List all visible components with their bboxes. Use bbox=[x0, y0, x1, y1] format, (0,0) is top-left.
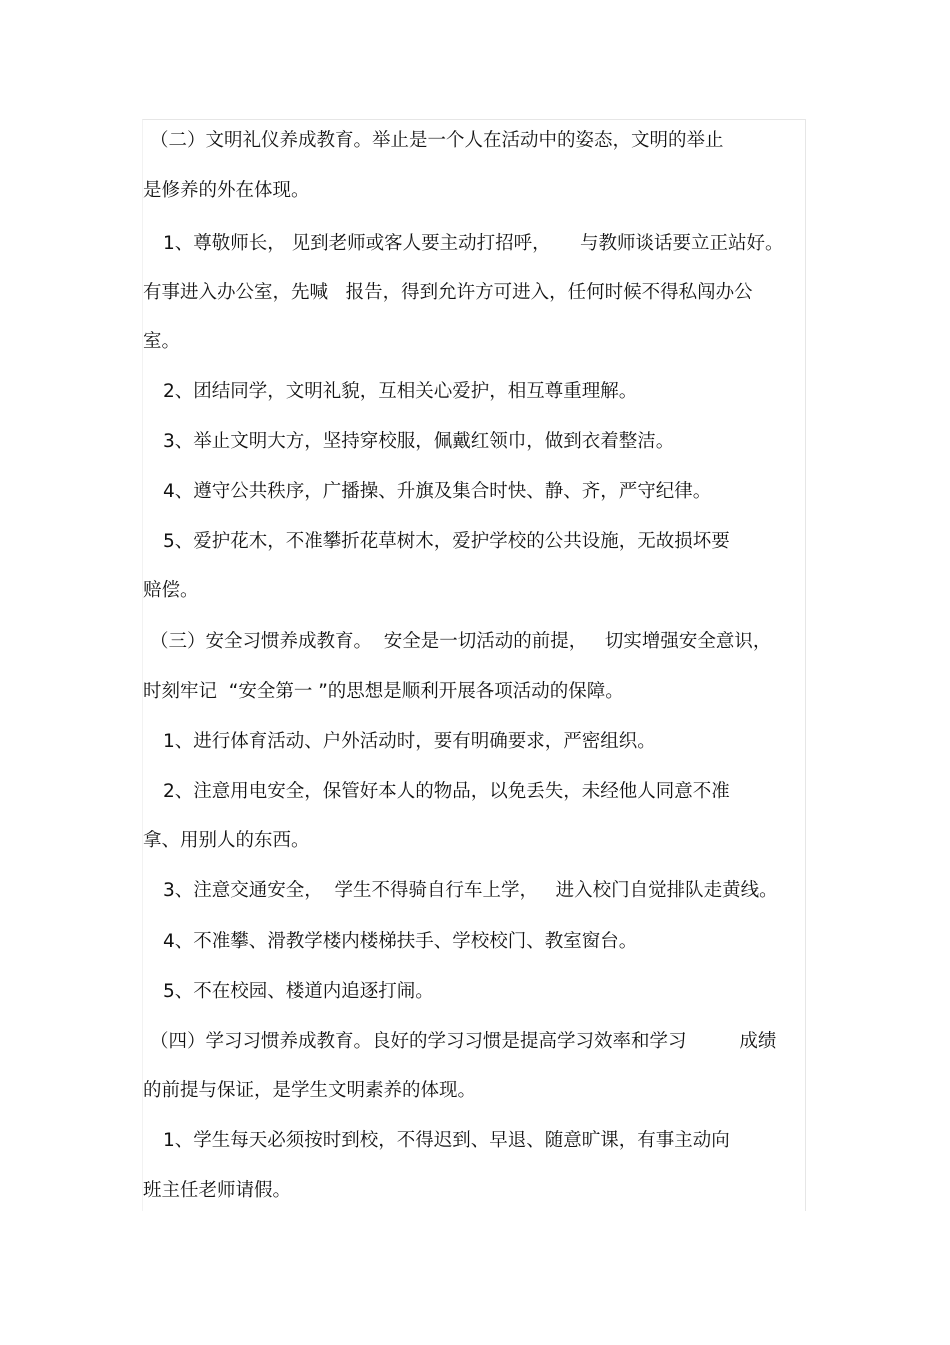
paragraph-line: 赔偿。 bbox=[143, 580, 199, 601]
paragraph-line: 的前提与保证，是学生文明素养的体现。 bbox=[143, 1080, 477, 1101]
paragraph-line: 是修养的外在体现。 bbox=[143, 180, 310, 201]
paragraph-line: 拿、用别人的东西。 bbox=[143, 830, 310, 851]
paragraph-line: 有事进入办公室，先喊 报告，得到允许方可进入，任何时候不得私闯办公 bbox=[143, 282, 753, 303]
list-item-3: 3、注意交通安全， 学生不得骑自行车上学， 进入校门自觉排队走黄线。 bbox=[163, 880, 778, 901]
list-item-1: 1、进行体育活动、户外活动时，要有明确要求，严密组织。 bbox=[163, 731, 656, 752]
paragraph-line: 时刻牢记 “安全第一 ”的思想是顺利开展各项活动的保障。 bbox=[143, 681, 624, 702]
list-item-5: 5、爱护花木，不准攀折花草树木，爱护学校的公共设施，无故损坏要 bbox=[163, 531, 730, 552]
list-item-5: 5、不在校园、楼道内追逐打闹。 bbox=[163, 981, 434, 1002]
section-heading-safety: （三）安全习惯养成教育。 安全是一切活动的前提， 切实增强安全意识， bbox=[150, 631, 772, 652]
section-heading-study: （四）学习习惯养成教育。良好的学习习惯是提高学习效率和学习 成绩 bbox=[150, 1031, 777, 1052]
list-item-3: 3、举止文明大方，坚持穿校服，佩戴红领巾，做到衣着整洁。 bbox=[163, 431, 675, 452]
list-item-1: 1、尊敬师长， 见到老师或客人要主动打招呼， 与教师谈话要立正站好。 bbox=[163, 233, 784, 254]
list-item-4: 4、遵守公共秩序，广播操、升旗及集合时快、静、齐，严守纪律。 bbox=[163, 481, 712, 502]
paragraph-line: 班主任老师请假。 bbox=[143, 1180, 292, 1201]
list-item-2: 2、注意用电安全，保管好本人的物品，以免丢失，未经他人同意不准 bbox=[163, 781, 730, 802]
section-heading-etiquette: （二）文明礼仪养成教育。举止是一个人在活动中的姿态，文明的举止 bbox=[150, 130, 724, 151]
list-item-4: 4、不准攀、滑教学楼内楼梯扶手、学校校门、教室窗台。 bbox=[163, 931, 638, 952]
list-item-2: 2、团结同学，文明礼貌，互相关心爱护，相互尊重理解。 bbox=[163, 381, 638, 402]
list-item-1: 1、学生每天必须按时到校，不得迟到、早退、随意旷课，有事主动向 bbox=[163, 1130, 730, 1151]
paragraph-line: 室。 bbox=[143, 331, 181, 352]
